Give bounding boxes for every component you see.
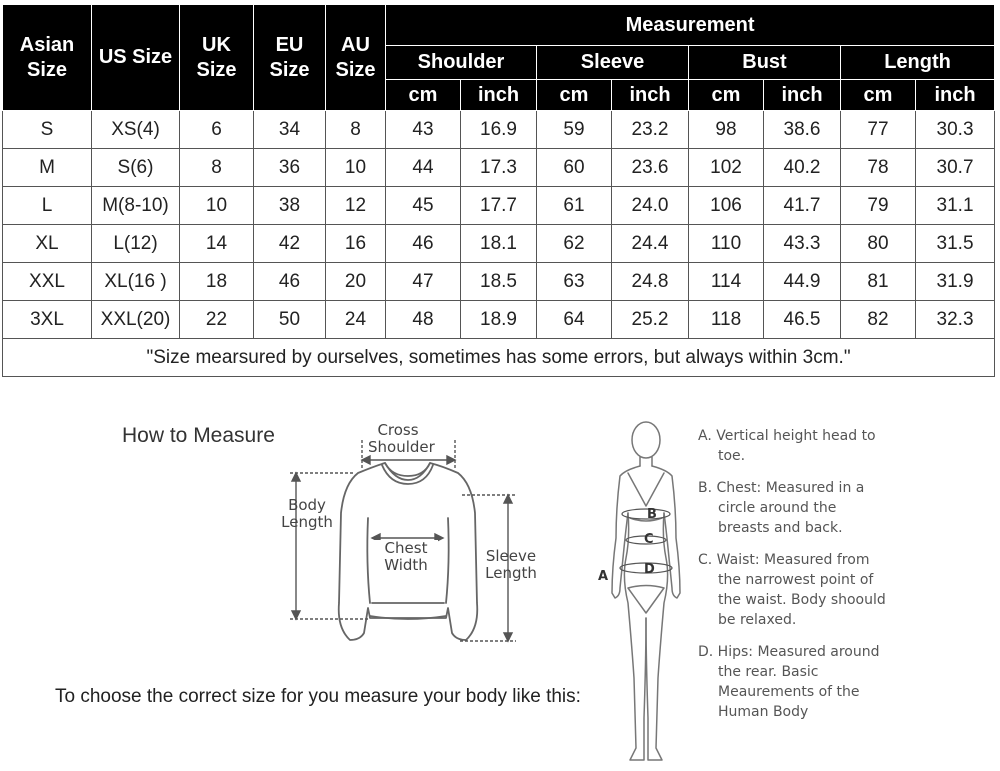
table-cell: 16 — [326, 225, 386, 263]
label-cross-shoulder — [368, 421, 435, 456]
table-cell: 59 — [537, 111, 612, 149]
body-figure-illustration — [590, 418, 700, 768]
table-cell: 34 — [254, 111, 326, 149]
table-cell: 14 — [180, 225, 254, 263]
table-cell: 6 — [180, 111, 254, 149]
table-row — [3, 149, 995, 187]
table-cell: 102 — [689, 149, 764, 187]
header-unit: inch — [764, 80, 841, 111]
table-cell: 42 — [254, 225, 326, 263]
header-unit: inch — [916, 80, 995, 111]
table-cell: 46.5 — [764, 301, 841, 339]
table-cell: XL(16 ) — [92, 263, 180, 301]
table-cell: 8 — [326, 111, 386, 149]
header-unit: inch — [612, 80, 689, 111]
label-sleeve-line2: Length — [485, 564, 537, 582]
table-cell: 80 — [841, 225, 916, 263]
table-cell: 79 — [841, 187, 916, 225]
header-length: Length — [841, 46, 995, 80]
header-shoulder: Shoulder — [386, 46, 537, 80]
label-cross-line2: Shoulder — [368, 438, 435, 456]
table-cell: 30.7 — [916, 149, 995, 187]
table-cell: 81 — [841, 263, 916, 301]
note-d: D. Hips: Measured around the rear. Basic Meaurements of the Human Body — [698, 644, 880, 720]
label-sleeve-length — [478, 548, 544, 582]
header-us-size: US Size — [92, 5, 180, 111]
table-cell: 106 — [689, 187, 764, 225]
table-cell: 40.2 — [764, 149, 841, 187]
table-cell: 10 — [180, 187, 254, 225]
header-sleeve: Sleeve — [537, 46, 689, 80]
table-cell: XXL(20) — [92, 301, 180, 339]
header-unit: cm — [386, 80, 461, 111]
table-cell: 24.4 — [612, 225, 689, 263]
table-cell: 43.3 — [764, 225, 841, 263]
header-eu-size: EU Size — [254, 5, 326, 111]
table-cell: 77 — [841, 111, 916, 149]
table-row — [3, 111, 995, 149]
table-cell: S — [3, 111, 92, 149]
table-body — [3, 111, 995, 377]
header-uk-size: UK Size — [180, 5, 254, 111]
note-a: A. Vertical height head to toe. — [698, 428, 876, 464]
marker-b: B — [647, 507, 657, 522]
note-c: C. Waist: Measured from the narrowest point of the waist. Body shoould be relaxed. — [698, 552, 886, 628]
table-cell: 78 — [841, 149, 916, 187]
label-body-line2: Length — [281, 513, 333, 531]
table-cell: 31.1 — [916, 187, 995, 225]
table-cell: 31.5 — [916, 225, 995, 263]
table-cell: 38.6 — [764, 111, 841, 149]
table-cell: 50 — [254, 301, 326, 339]
header-asian-size: Asian Size — [3, 5, 92, 111]
table-cell: XXL — [3, 263, 92, 301]
table-cell: L(12) — [92, 225, 180, 263]
table-cell: 61 — [537, 187, 612, 225]
table-cell: 44 — [386, 149, 461, 187]
size-chart-table — [2, 4, 995, 377]
table-cell: 23.2 — [612, 111, 689, 149]
size-note: "Size mearsured by ourselves, sometimes has some errors, but always within 3cm." — [3, 339, 995, 377]
table-cell: 20 — [326, 263, 386, 301]
table-cell: 12 — [326, 187, 386, 225]
marker-a: A — [598, 569, 609, 584]
table-cell: S(6) — [92, 149, 180, 187]
marker-c: C — [644, 532, 654, 547]
label-chest-line1: Chest — [384, 539, 428, 557]
table-cell: 30.3 — [916, 111, 995, 149]
table-row — [3, 301, 995, 339]
header-au-size: AU Size — [326, 5, 386, 111]
table-cell: 62 — [537, 225, 612, 263]
label-body-length — [272, 497, 342, 531]
table-cell: 18.9 — [461, 301, 537, 339]
table-cell: 64 — [537, 301, 612, 339]
table-cell: 18.5 — [461, 263, 537, 301]
table-cell: 24 — [326, 301, 386, 339]
table-cell: 31.9 — [916, 263, 995, 301]
table-row — [3, 187, 995, 225]
header-measurement: Measurement — [386, 5, 995, 46]
table-cell: 32.3 — [916, 301, 995, 339]
label-body-line1: Body — [288, 496, 326, 514]
table-cell: 48 — [386, 301, 461, 339]
choose-size-instruction: To choose the correct size for you measure your body like this: — [55, 686, 581, 707]
label-chest-width — [374, 540, 438, 574]
table-cell: 41.7 — [764, 187, 841, 225]
header-unit: cm — [841, 80, 916, 111]
table-cell: 24.8 — [612, 263, 689, 301]
table-cell: 44.9 — [764, 263, 841, 301]
table-cell: 46 — [386, 225, 461, 263]
table-cell: 17.3 — [461, 149, 537, 187]
table-cell: 45 — [386, 187, 461, 225]
table-cell: 110 — [689, 225, 764, 263]
marker-d: D — [644, 562, 655, 577]
header-unit: cm — [689, 80, 764, 111]
table-cell: 22 — [180, 301, 254, 339]
table-cell: 82 — [841, 301, 916, 339]
table-cell: 18 — [180, 263, 254, 301]
table-cell: 16.9 — [461, 111, 537, 149]
table-cell: XS(4) — [92, 111, 180, 149]
table-row — [3, 263, 995, 301]
table-cell: 98 — [689, 111, 764, 149]
table-cell: 8 — [180, 149, 254, 187]
note-b: B. Chest: Measured in a circle around the breasts and back. — [698, 480, 865, 536]
table-row — [3, 225, 995, 263]
measurement-notes — [698, 426, 888, 734]
header-bust: Bust — [689, 46, 841, 80]
table-cell: 43 — [386, 111, 461, 149]
table-cell: 24.0 — [612, 187, 689, 225]
table-cell: L — [3, 187, 92, 225]
table-cell: 3XL — [3, 301, 92, 339]
label-cross-line1: Cross — [377, 421, 419, 439]
table-cell: 10 — [326, 149, 386, 187]
table-cell: M — [3, 149, 92, 187]
header-unit: cm — [537, 80, 612, 111]
table-cell: 47 — [386, 263, 461, 301]
label-chest-line2: Width — [384, 556, 428, 574]
table-cell: 36 — [254, 149, 326, 187]
table-cell: M(8-10) — [92, 187, 180, 225]
header-unit: inch — [461, 80, 537, 111]
table-cell: 25.2 — [612, 301, 689, 339]
table-cell: 118 — [689, 301, 764, 339]
table-cell: 17.7 — [461, 187, 537, 225]
table-cell: 114 — [689, 263, 764, 301]
table-cell: 60 — [537, 149, 612, 187]
table-cell: 18.1 — [461, 225, 537, 263]
table-cell: 38 — [254, 187, 326, 225]
table-cell: 46 — [254, 263, 326, 301]
table-cell: XL — [3, 225, 92, 263]
table-cell: 23.6 — [612, 149, 689, 187]
label-sleeve-line1: Sleeve — [485, 547, 537, 565]
table-cell: 63 — [537, 263, 612, 301]
how-to-measure-title: How to Measure — [122, 424, 275, 447]
